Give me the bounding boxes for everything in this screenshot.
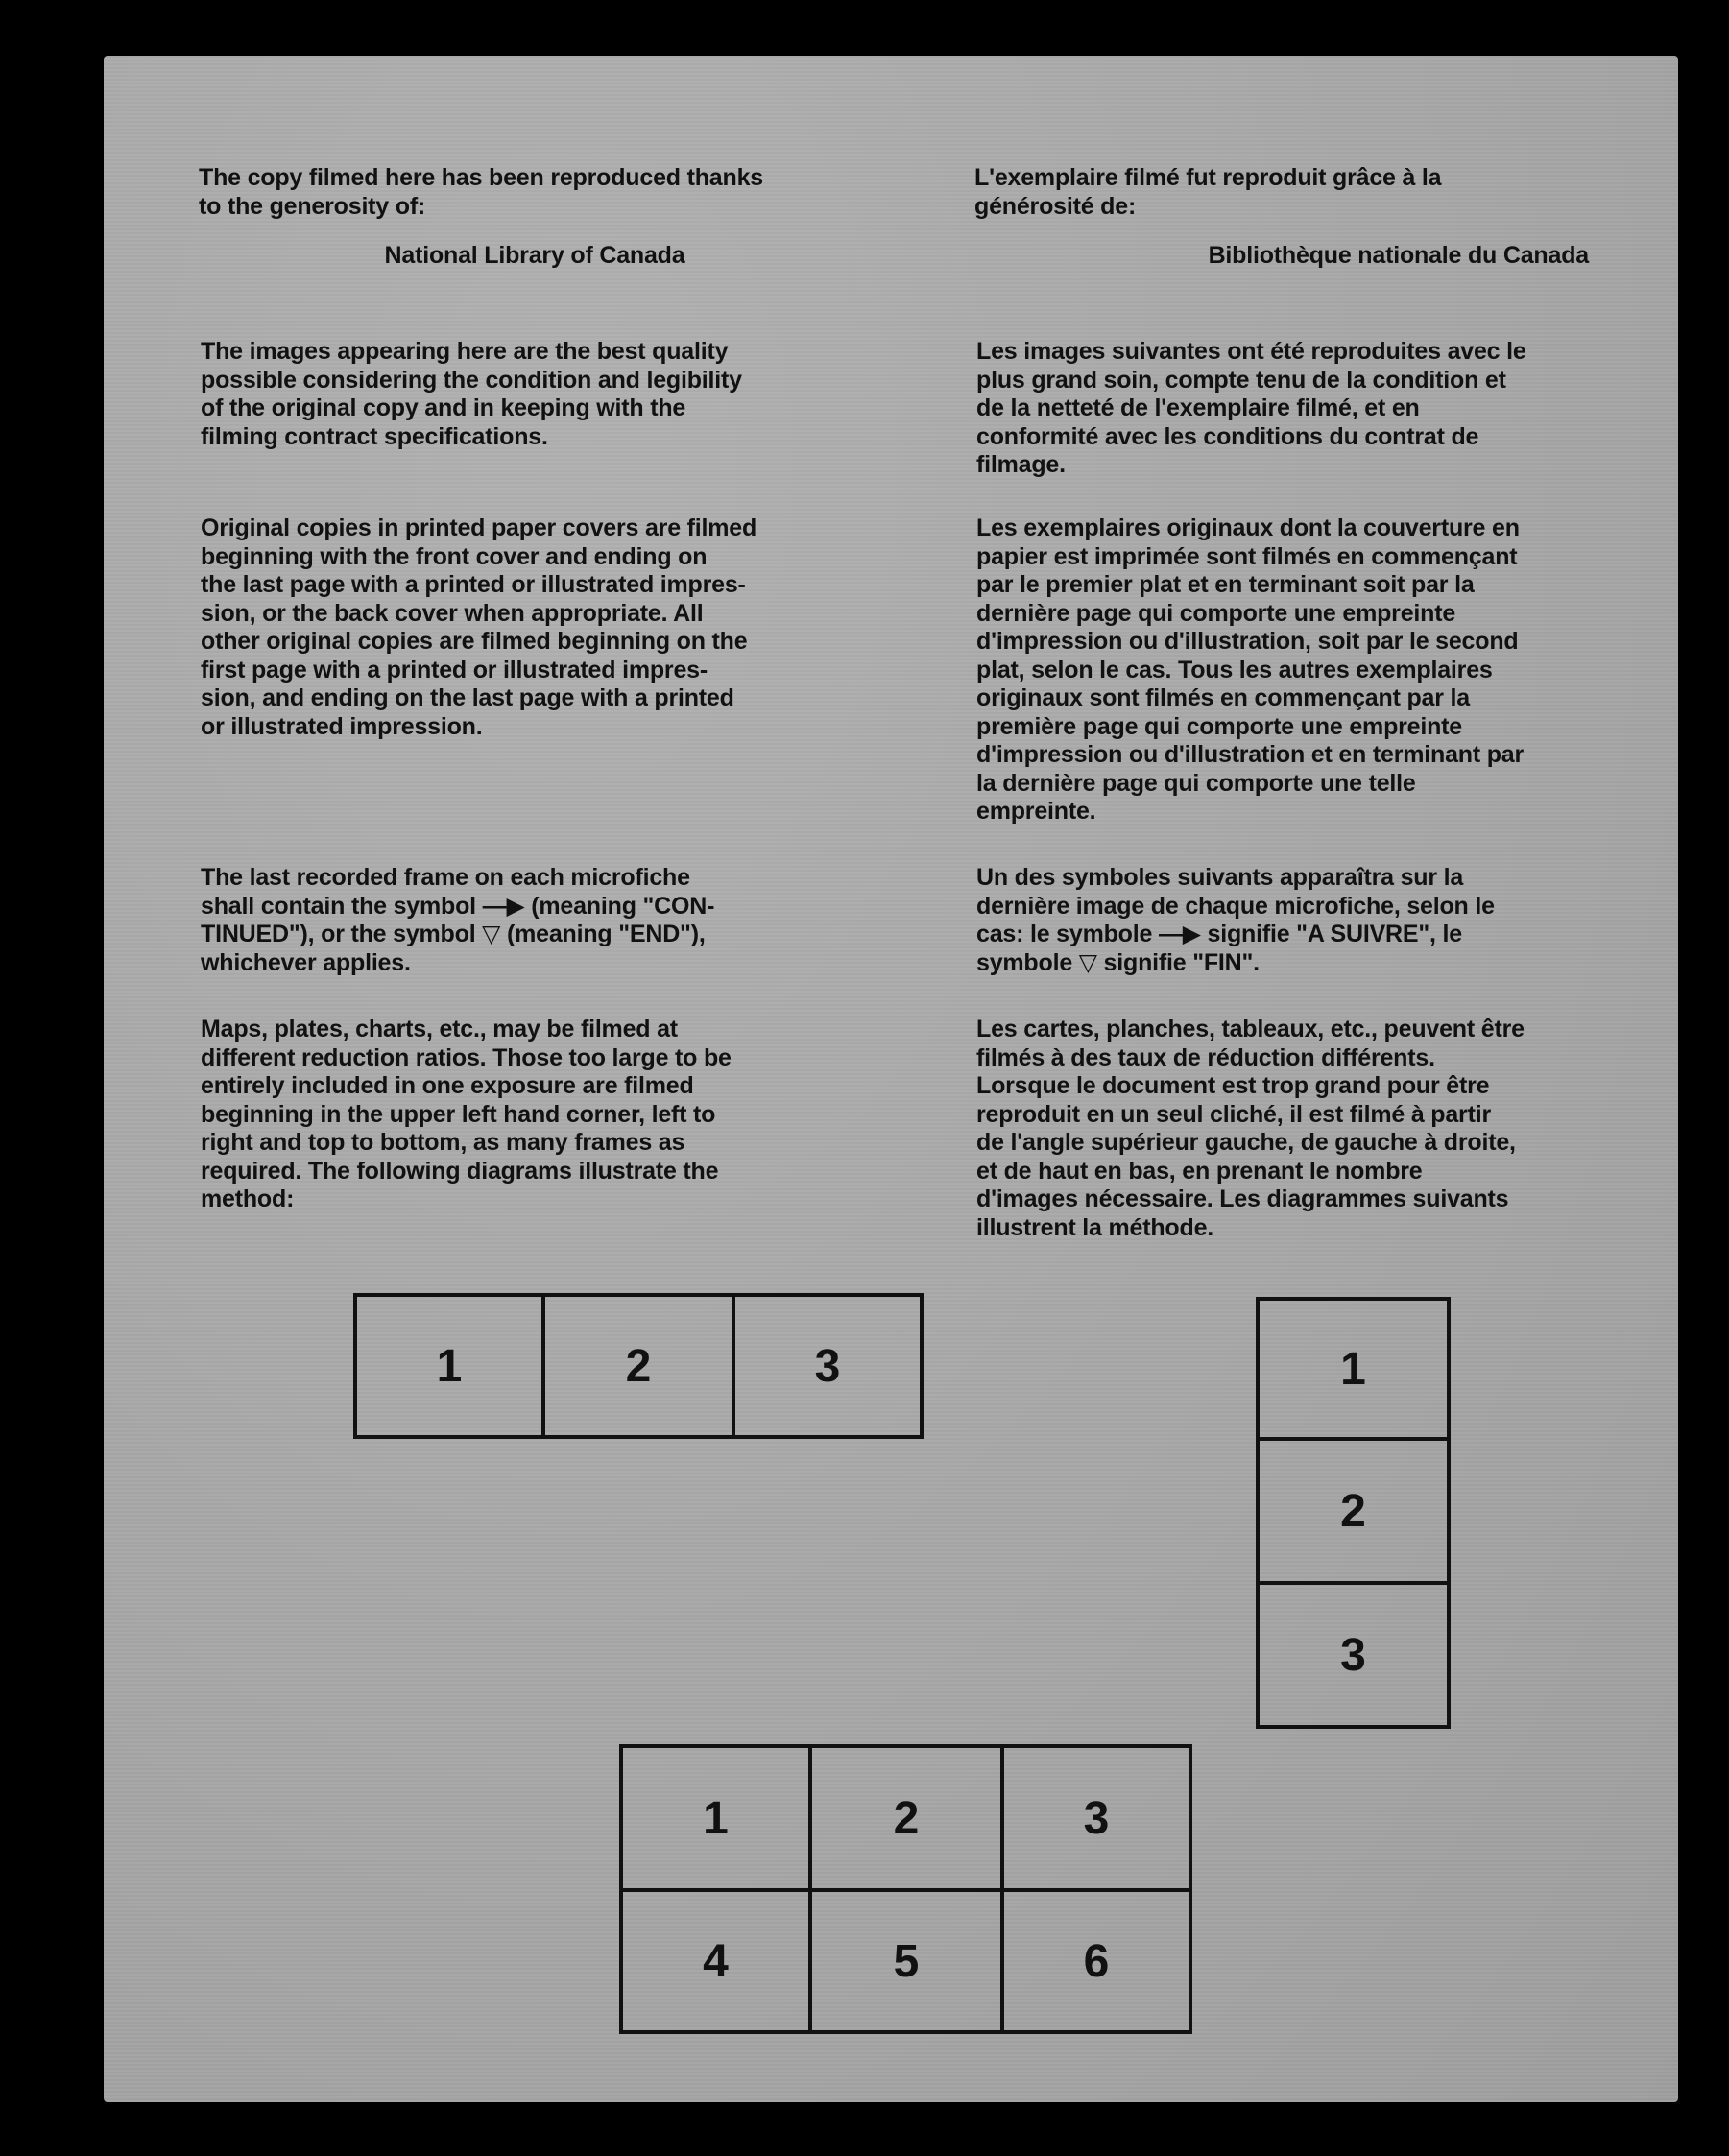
right-symbols-paragraph: Un des symboles suivants apparaîtra sur la dernière image de chaque microfiche, selon le cas: le symbole —▶ signifie "A SUIVRE", le symbole ▽ signifie "FIN". bbox=[976, 864, 1495, 976]
right-quality-paragraph: Les images suivantes ont été reproduites avec le plus grand soin, compte tenu de la condition et de la netteté de l'exemplaire filmé, et en conformité avec les conditions du contrat de filmage. bbox=[976, 338, 1526, 478]
diagram-column-cell: 1 bbox=[1256, 1297, 1451, 1441]
diagram-grid-cell: 5 bbox=[808, 1888, 1004, 2034]
left-maps-paragraph: Maps, plates, charts, etc., may be filmed at different reduction ratios. Those too large to be entirely included in one exposure are filmed beginning in the upper left hand corner, left to right and top to bottom, as many frames as required. The following diagrams illustrate the method: bbox=[201, 1016, 732, 1212]
diagram-row-cell: 1 bbox=[353, 1293, 545, 1439]
diagram-column-cell: 3 bbox=[1256, 1581, 1451, 1729]
right-thanks-paragraph: L'exemplaire filmé fut reproduit grâce à la générosité de: bbox=[974, 164, 1442, 220]
left-originals-paragraph: Original copies in printed paper covers are filmed beginning with the front cover and ending on the last page with a printed or illustrated impres- sion, or the back cover when appropriate. All other original copies are filmed beginning on the first page with a printed or illustrated impres- sion, and ending on the last page with a printed or illustrated impression. bbox=[201, 515, 757, 740]
left-library-name: National Library of Canada bbox=[384, 242, 685, 269]
right-originals-paragraph: Les exemplaires originaux dont la couverture en papier est imprimée sont filmés en commençant par le premier plat et en terminant soit par la dernière page qui comporte une empreinte d'impression ou d'illustration, soit par le second plat, selon le cas. Tous les autres exemplaires originaux sont filmés en commençant par la première page qui comporte une empreinte d'impression ou d'illustration et en terminant par la dernière page qui comporte une telle empreinte. bbox=[976, 515, 1525, 825]
right-maps-paragraph: Les cartes, planches, tableaux, etc., peuvent être filmés à des taux de réduction différents. Lorsque le document est trop grand pour être reproduit en un seul cliché, il est filmé à partir de l'angle supérieur gauche, de gauche à droite, et de haut en bas, en prenant le nombre d'images nécessaire. Les diagrammes suivants illustrent la méthode. bbox=[976, 1016, 1525, 1241]
diagram-row-cell: 3 bbox=[732, 1293, 924, 1439]
diagram-grid-cell: 1 bbox=[619, 1744, 812, 1892]
diagram-row bbox=[353, 1293, 924, 1439]
diagram-grid-cell: 2 bbox=[808, 1744, 1004, 1892]
diagram-grid-cell: 3 bbox=[1000, 1744, 1192, 1892]
diagram-column bbox=[1256, 1297, 1451, 1729]
diagram-grid-cell: 4 bbox=[619, 1888, 812, 2034]
diagram-grid bbox=[619, 1744, 1192, 2034]
left-symbols-paragraph: The last recorded frame on each microfiche shall contain the symbol —▶ (meaning "CON- TINUED"), or the symbol ▽ (meaning "END"), whichever applies. bbox=[201, 864, 715, 976]
diagram-row-cell: 2 bbox=[541, 1293, 735, 1439]
left-quality-paragraph: The images appearing here are the best quality possible considering the condition and legibility of the original copy and in keeping with the filming contract specifications. bbox=[201, 338, 742, 450]
diagram-column-cell: 2 bbox=[1256, 1437, 1451, 1585]
diagram-grid-cell: 6 bbox=[1000, 1888, 1192, 2034]
right-library-name: Bibliothèque nationale du Canada bbox=[1208, 242, 1589, 269]
left-thanks-paragraph: The copy filmed here has been reproduced thanks to the generosity of: bbox=[199, 164, 763, 220]
